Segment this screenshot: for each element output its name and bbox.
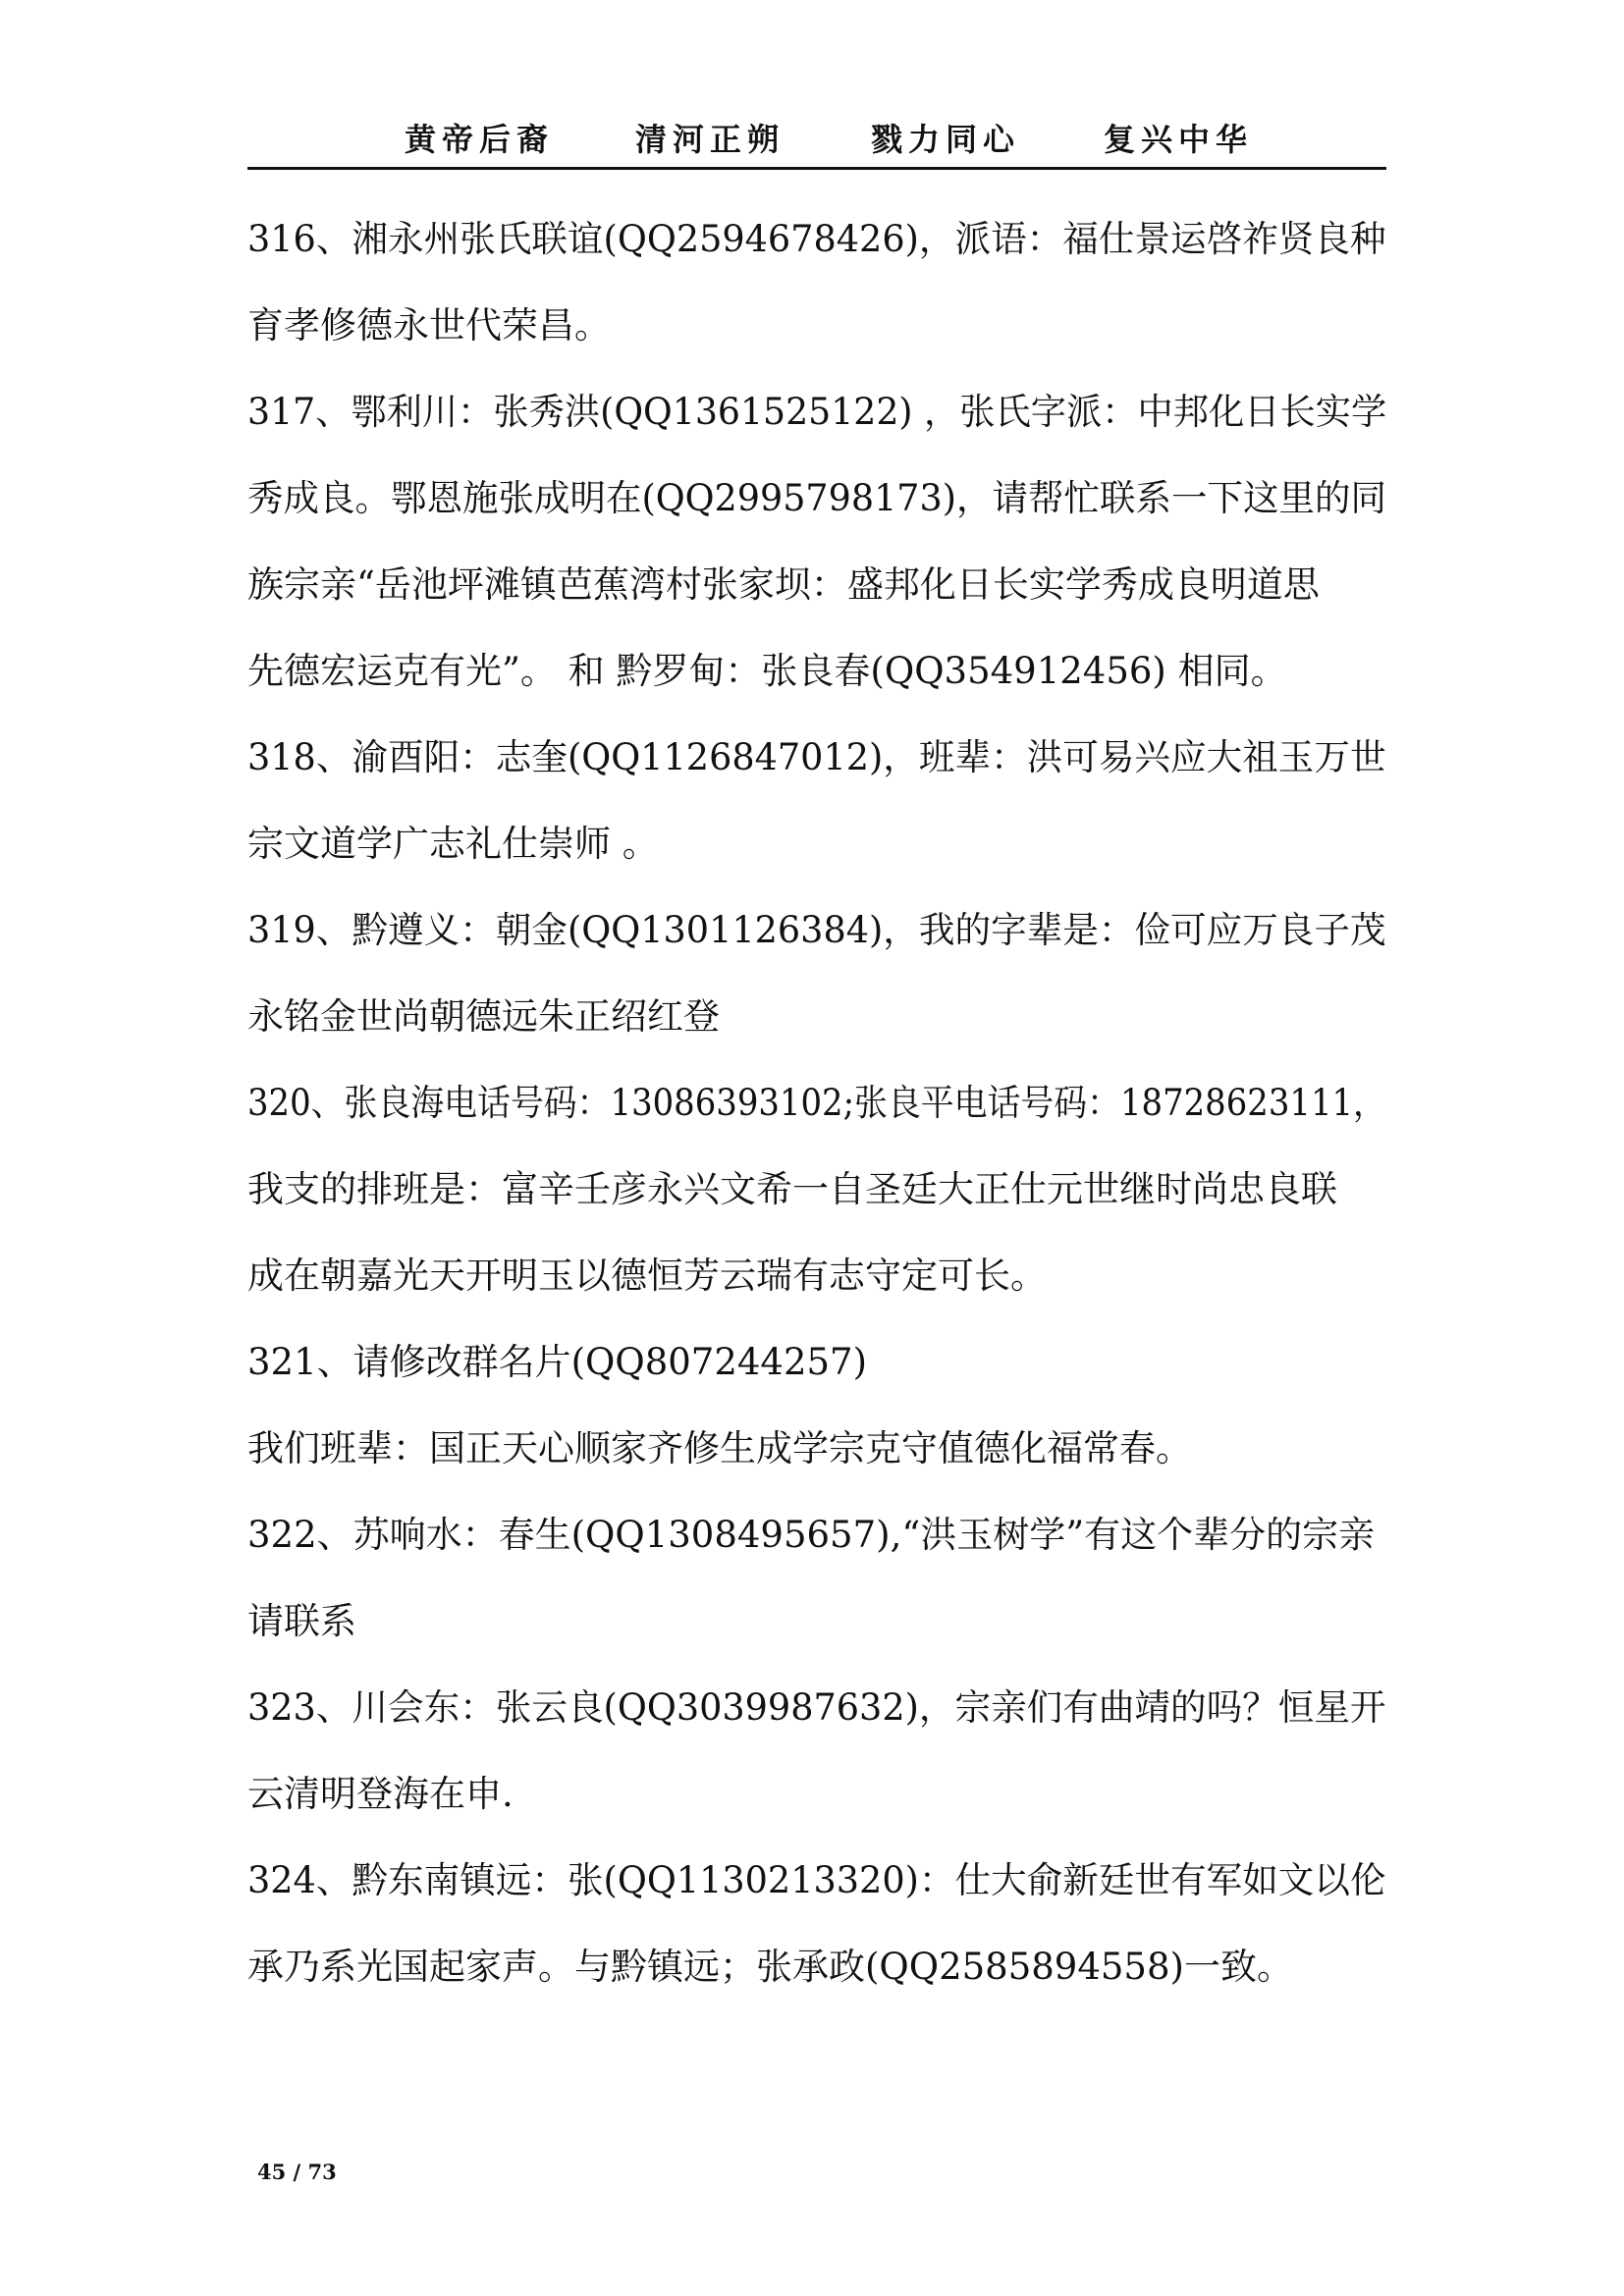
page-current: 45 [257,2160,287,2184]
text-line: 321、请修改群名片(QQ807244257) [247,1341,868,1383]
header-phrase-2: 清河正朔 [635,121,785,158]
page-separator: / [293,2160,301,2184]
page-number [257,2160,337,2184]
text-line: 324、黔东南镇远：张(QQ1130213320)：仕大俞新廷世有军如文以伦 [247,1859,1386,1901]
text-line: 先德宏运克有光”。 和 黔罗甸：张良春(QQ354912456) 相同。 [247,650,1287,692]
text-line: 318、渝酉阳：志奎(QQ1126847012)，班辈：洪可易兴应大祖玉万世 [247,736,1386,778]
text-line: 317、鄂利川：张秀洪(QQ1361525122) ，张氏字派：中邦化日长实学 [247,391,1387,433]
text-line: 宗文道学广志礼仕崇师 。 [247,823,659,865]
document-body [247,214,1386,2028]
text-line: 承乃系光国起家声。与黔镇远；张承政(QQ2585894558)一致。 [247,1946,1293,1988]
header-phrase-4: 复兴中华 [1104,121,1254,158]
page-header [247,110,1386,170]
text-line: 请联系 [247,1600,356,1642]
text-line: 322、苏响水：春生(QQ1308495657),“洪玉树学”有这个辈分的宗亲 [247,1514,1376,1556]
text-line: 319、黔遵义：朝金(QQ1301126384)，我的字辈是：俭可应万良子茂 [247,909,1386,951]
text-line: 永铭金世尚朝德远朱正绍红登 [247,995,720,1038]
text-line: 成在朝嘉光天开明玉以德恒芳云瑞有志守定可长。 [247,1255,1047,1297]
text-line: 育孝修德永世代荣昌。 [247,304,611,347]
text-line: 我们班辈：国正天心顺家齐修生成学宗克守值德化福常春。 [247,1427,1192,1469]
text-line: 323、川会东：张云良(QQ3039987632)，宗亲们有曲靖的吗？恒星开 [247,1686,1386,1729]
text-line: 316、湘永州张氏联谊(QQ2594678426)，派语：福仕景运啓祚贤良种 [247,218,1386,260]
text-line: 秀成良。鄂恩施张成明在(QQ2995798173)，请帮忙联系一下这里的同 [247,477,1386,519]
header-phrase-1: 黄帝后裔 [405,121,555,158]
page-total: 73 [307,2160,337,2184]
text-line: 我支的排班是：富辛壬彦永兴文希一自圣廷大正仕元世继时尚忠良联 [247,1168,1337,1210]
header-phrase-3: 戮力同心 [871,121,1021,158]
text-line: 族宗亲“岳池坪滩镇芭蕉湾村张家坝：盛邦化日长实学秀成良明道思 [247,563,1320,606]
text-line: 320、张良海电话号码：13086393102;张良平电话号码：18728623111， [247,1082,1386,1124]
text-line: 云清明登海在申. [247,1773,514,1815]
